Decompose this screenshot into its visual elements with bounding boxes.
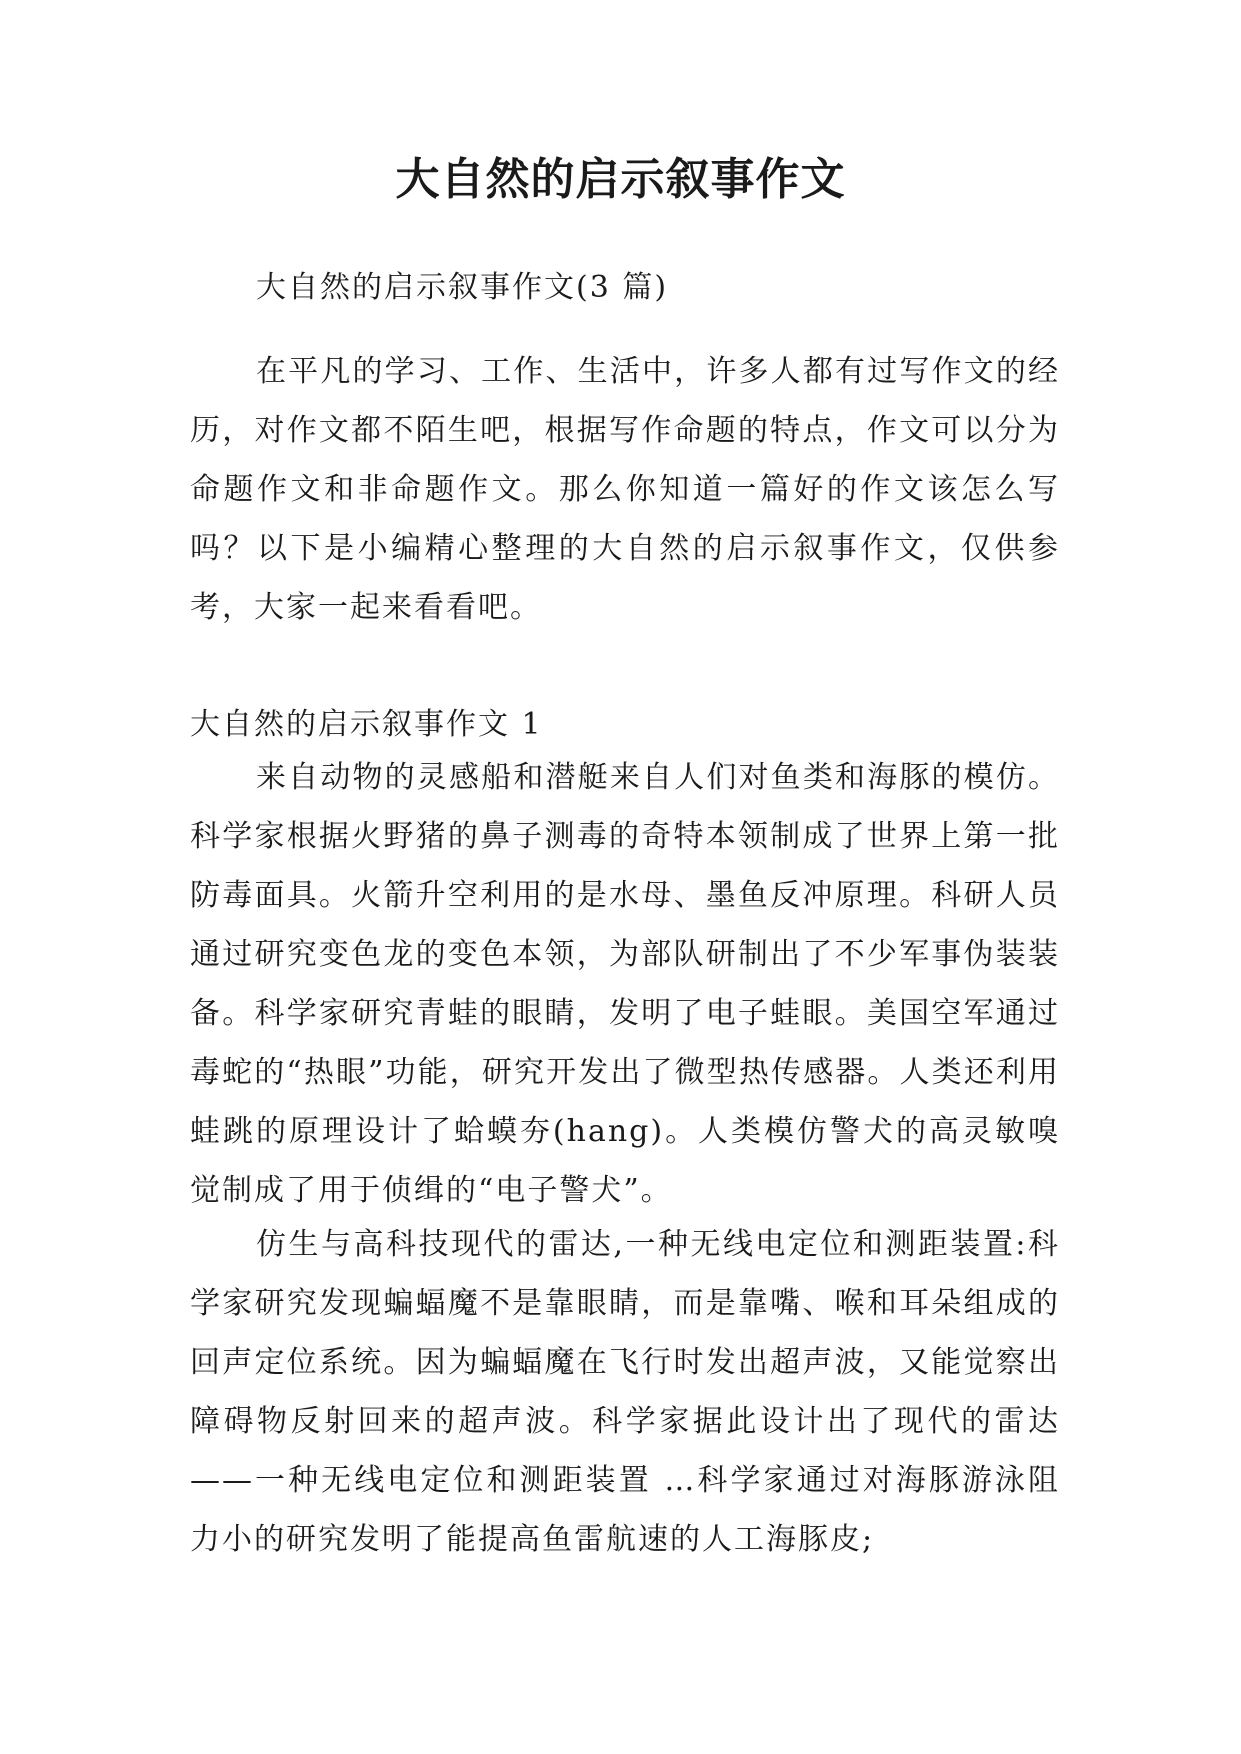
essay-paragraph-2: 仿生与高科技现代的雷达,一种无线电定位和测距装置:科学家研究发现蝙蝠魔不是靠眼睛，而是靠嘴、喉和耳朵组成的回声定位系统。因为蝙蝠魔在飞行时发出超声波，又能觉察出障碍物反射回来的超声波。科学家据此设计出了现代的雷达——一种无线电定位和测距装置 …科学家通过对海豚游泳阻力小的研究发明了能提高鱼雷航速的人工海豚皮; — [190, 1227, 1060, 1557]
document-subtitle: 大自然的启示叙事作文(3 篇) — [256, 270, 669, 305]
essay-paragraph-1: 来自动物的灵感船和潜艇来自人们对鱼类和海豚的模仿。科学家根据火野猪的鼻子测毒的奇特本领制成了世界上第一批防毒面具。火箭升空利用的是水母、墨鱼反冲原理。科研人员通过研究变色龙的变色本领，为部队研制出了不少军事伪装装备。科学家研究青蛙的眼睛，发明了电子蛙眼。美国空军通过毒蛇的“热眼”功能，研究开发出了微型热传感器。人类还利用蛙跳的原理设计了蛤蟆夯(hang)。人类模仿警犬的高灵敏嗅觉制成了用于侦缉的“电子警犬”。 — [190, 760, 1060, 1208]
document-title: 大自然的启示叙事作文 — [395, 154, 846, 205]
essay-heading: 大自然的启示叙事作文 1 — [190, 707, 543, 742]
intro-paragraph: 在平凡的学习、工作、生活中，许多人都有过写作文的经历，对作文都不陌生吧，根据写作命题的特点，作文可以分为命题作文和非命题作文。那么你知道一篇好的作文该怎么写吗？以下是小编精心整理的大自然的启示叙事作文，仅供参考，大家一起来看看吧。 — [190, 354, 1060, 625]
